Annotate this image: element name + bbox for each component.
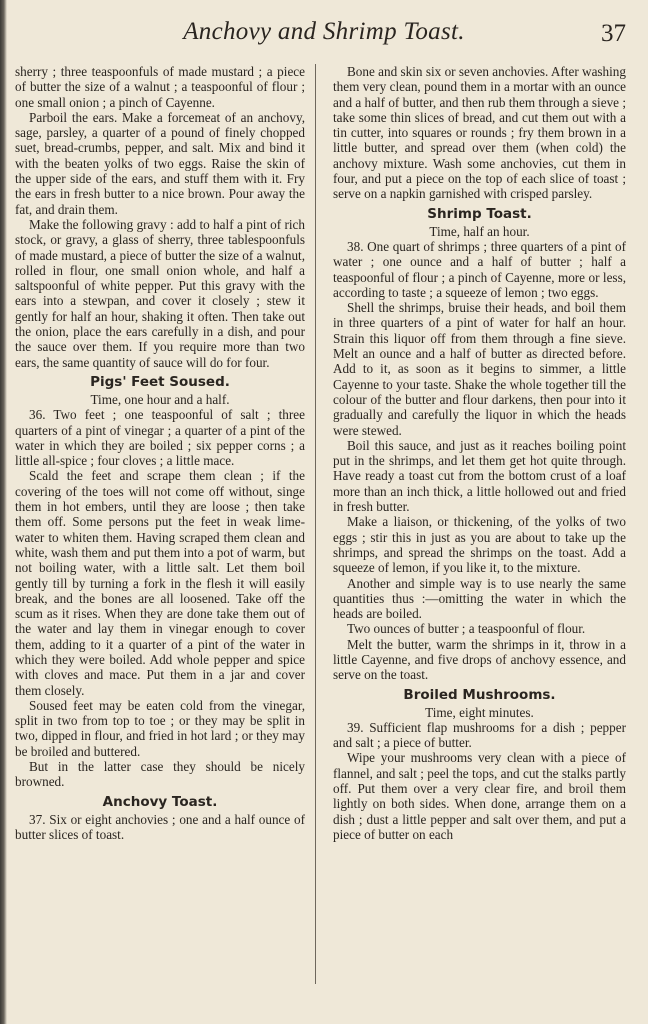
page-header	[0, 12, 648, 52]
page-number: 37	[601, 20, 626, 47]
paragraph: Parboil the ears. Make a forcemeat of an anchovy, sage, parsley, a quarter of a pound of finely chopped suet, bread-crumbs, pepper, and salt. Mix and bind it with the beaten yolks of two eggs. Raise the skin of the upper side of the ears, and stuff them with it. Fry the ears in fresh butter to a nice brown. Pour away the fat, and drain them.	[15, 109, 305, 217]
paragraph: Soused feet may be eaten cold from the vinegar, split in two from top to toe ; or they may be split in two, dipped in flour, and fried in hot lard ; or they may be broiled and buttered.	[15, 697, 305, 759]
recipe-time: Time, half an hour.	[429, 223, 530, 239]
recipe-time: Time, eight minutes.	[425, 704, 534, 720]
paragraph: But in the latter case they should be nicely browned.	[15, 759, 305, 790]
paragraph: 38. One quart of shrimps ; three quarters of a pint of water ; one ounce and a half of butter ; half a teaspoonful of flour ; a pinch of Cayenne, more or less, according to taste ; a squeeze of lemon ; two eggs.	[333, 238, 626, 300]
paragraph: 37. Six or eight anchovies ; one and a half ounce of butter slices of toast.	[15, 811, 305, 842]
page-binding-edge	[0, 0, 7, 1024]
paragraph: Shell the shrimps, bruise their heads, and boil them in three quarters of a pint of water for half an hour. Strain this liquor off from them through a fine sieve. Melt an ounce and a half of butter as directed before. Add to it, as soon as it begins to simmer, a little Cayenne to your taste. Shake the whole together till the colour of the butter and flour darkens, then pour into it gradually and carefully the liquor in which the heads were stewed.	[333, 300, 626, 438]
paragraph: Another and simple way is to use nearly the same quantities thus :—omitting the water in which the heads are boiled.	[333, 575, 626, 622]
paragraph: Wipe your mushrooms very clean with a piece of flannel, and salt ; peel the tops, and cut the stalks partly off. Put them over a very clear fire, and broil them lightly on both sides. When done, arrange them on a dish ; dust a little pepper and salt over them, and put a piece of butter on each	[333, 750, 626, 842]
recipe-heading: Pigs' Feet Soused.	[90, 373, 230, 390]
paragraph: Make the following gravy : add to half a pint of rich stock, or gravy, a glass of sherry, three tablespoonfuls of made mustard, a piece of butter the size of a walnut, rolled in flour, one small onion whole, and half a saltspoonful of white pepper. Put this gravy with the ears into a stewpan, and cover it closely ; stew it gently for half an hour, shaking it often. Then take out the onion, place the ears carefully in a dish, and pour the sauce over them. If you require more than two ears, the same quantity of sauce will do for four.	[15, 216, 305, 370]
paragraph: Make a liaison, or thickening, of the yolks of two eggs ; stir this in just as you are about to take up the shrimps, and spread the shrimps on the toast. Add a squeeze of lemon, if you like it, to the mixture.	[333, 514, 626, 576]
right-column	[333, 64, 626, 842]
paragraph: Melt the butter, warm the shrimps in it, throw in a little Cayenne, and five drops of anchovy essence, and serve on the toast.	[333, 636, 626, 683]
column-divider	[315, 64, 316, 984]
running-title: Anchovy and Shrimp Toast.	[183, 18, 465, 45]
recipe-time: Time, one hour and a half.	[90, 391, 230, 407]
recipe-heading: Anchovy Toast.	[102, 793, 218, 810]
paragraph: Scald the feet and scrape them clean ; if the covering of the toes will not come off without, singe them in hot embers, until they are loose ; then take them off. Some persons put the feet in weak lime-water to whiten them. Having scraped them clean and white, wash them and put them into a pot of warm, but not boiling water, with a little salt. Let them boil gently till by turning a fork in the flesh it will easily break, and the bones are all loosened. Take off the scum as it rises. When they are done take them out of the water and lay them in vinegar enough to cover them, adding to it a quarter of a pint of the water in which they were boiled. Add whole pepper and spice with cloves and mace. Put them in a jar and cover them closely.	[15, 468, 305, 698]
recipe-heading: Broiled Mushrooms.	[403, 686, 556, 703]
paragraph: Bone and skin six or seven anchovies. After washing them very clean, pound them in a mortar with an ounce and a half of butter, and then rub them through a sieve ; take some thin slices of bread, and cut them out with a tin cutter, into squares or rounds ; fry them brown in a little butter, and spread over them (when cold) the anchovy mixture. Wash some anchovies, cut them in four, and put a piece on the top of each slice of toast ; serve on a napkin garnished with crisped parsley.	[333, 64, 626, 202]
recipe-heading: Shrimp Toast.	[427, 205, 532, 222]
paragraph: Two ounces of butter ; a teaspoonful of flour.	[347, 621, 586, 637]
paragraph: Boil this sauce, and just as it reaches boiling point put in the shrimps, and let them get hot quite through. Have ready a toast cut from the bottom crust of a loaf more than an inch thick, a little hollowed out and fried in fresh butter.	[333, 437, 626, 515]
paragraph: sherry ; three teaspoonfuls of made mustard ; a piece of butter the size of a walnut ; a teaspoonful of flour ; one small onion ; a pinch of Cayenne.	[15, 64, 305, 110]
paragraph: 36. Two feet ; one teaspoonful of salt ; three quarters of a pint of vinegar ; a quarter of a pint of the water in which they are boiled ; six pepper corns ; a little all-spice ; four cloves ; a little mace.	[15, 407, 305, 469]
paragraph: 39. Sufficient flap mushrooms for a dish ; pepper and salt ; a piece of butter.	[333, 719, 626, 751]
left-column	[15, 64, 305, 842]
